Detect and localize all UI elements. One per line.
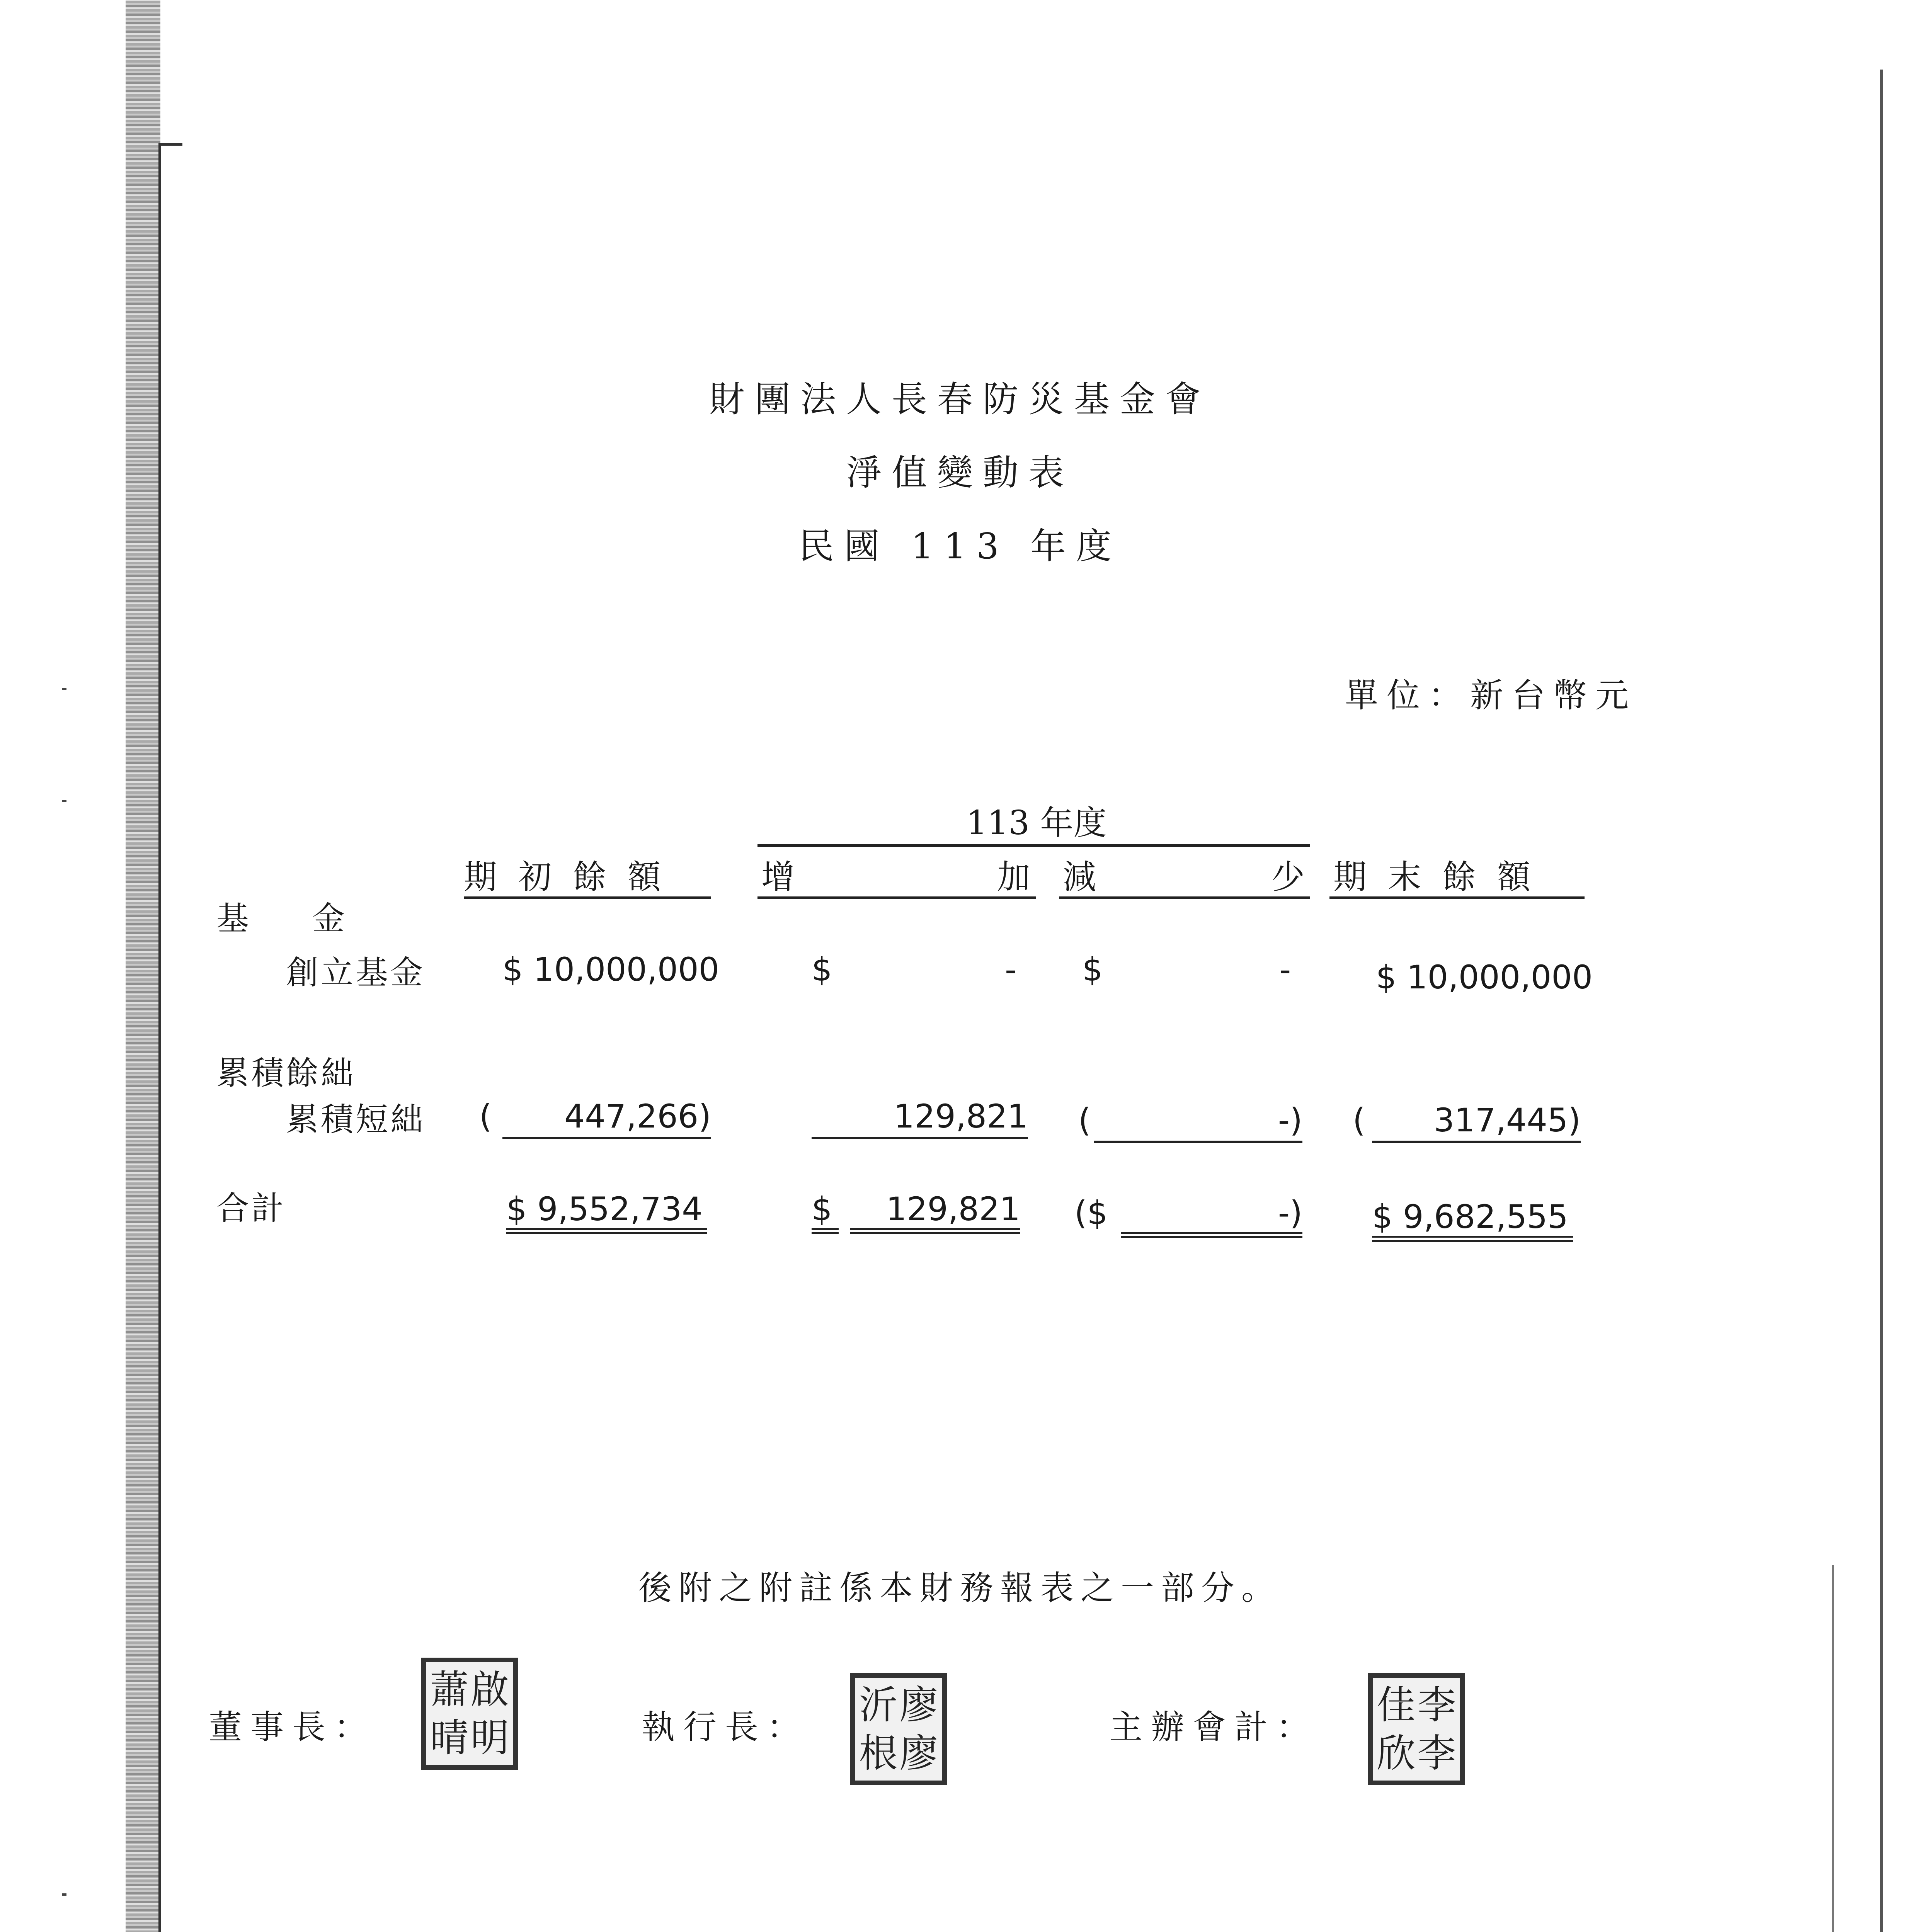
accum-closing-paren: ( [1353, 1101, 1365, 1139]
row-label-total: 合計 [216, 1189, 286, 1227]
accum-opening-paren: ( [479, 1097, 492, 1135]
column-decrease-left: 減 [1063, 858, 1101, 896]
column-rule [1059, 896, 1310, 899]
ceo-seal [850, 1673, 947, 1785]
row-label-accumulated-deficit: 累積短絀 [286, 1100, 426, 1138]
column-increase-left: 增 [761, 858, 800, 896]
accum-increase: 129,821 [812, 1097, 1028, 1139]
ceo-label: 執行長： [642, 1708, 809, 1747]
currency-unit: 單位：新台幣元 [1345, 676, 1637, 715]
seal-char: 李 [1417, 1682, 1456, 1728]
scan-speck [62, 1893, 66, 1896]
fund-increase-symbol: $ [812, 951, 832, 988]
fund-closing: $ 10,000,000 [1376, 958, 1593, 996]
chairman-label: 董事長： [209, 1708, 376, 1747]
accountant-seal [1368, 1673, 1465, 1785]
column-closing-balance: 期 末 餘 額 [1333, 858, 1536, 896]
accum-decrease: -) [1094, 1101, 1302, 1143]
fund-decrease-symbol: $ [1082, 951, 1103, 988]
seal-char: 欣 [1377, 1730, 1416, 1776]
seal-char: 晴 [430, 1715, 469, 1760]
section-accumulated: 累積餘絀 [216, 1054, 356, 1092]
column-opening-balance: 期 初 餘 額 [464, 858, 667, 896]
seal-char: 廖 [899, 1682, 938, 1728]
column-rule [464, 896, 711, 899]
accum-opening: 447,266) [502, 1097, 711, 1139]
seal-char: 李 [1417, 1730, 1456, 1776]
total-closing: $ 9,682,555 [1372, 1198, 1573, 1242]
column-rule [757, 896, 1036, 899]
fund-decrease-value: - [1279, 951, 1291, 988]
scan-speck [62, 688, 66, 690]
year-group-rule [757, 844, 1310, 847]
column-decrease-right: 少 [1271, 858, 1310, 896]
chairman-seal [421, 1658, 518, 1770]
row-label-founding-fund: 創立基金 [286, 954, 426, 992]
seal-char: 啟 [470, 1667, 509, 1712]
total-decrease: -) [1121, 1194, 1302, 1238]
fund-opening: $ 10,000,000 [502, 951, 720, 988]
organization-name: 財團法人長春防災基金會 [709, 379, 1211, 420]
seal-char: 蕭 [430, 1667, 469, 1712]
scan-edge-line [1880, 70, 1883, 1932]
seal-char: 佳 [1377, 1682, 1416, 1728]
accountant-label: 主辦會計： [1109, 1708, 1318, 1747]
year-group-header: 113 年度 [966, 804, 1107, 842]
accum-decrease-paren: ( [1078, 1101, 1091, 1139]
seal-char: 廖 [899, 1730, 938, 1776]
seal-char: 根 [859, 1730, 898, 1776]
statement-period: 民國 113 年度 [798, 526, 1122, 567]
section-fund: 基 金 [216, 900, 361, 937]
column-increase-right: 加 [997, 858, 1036, 896]
column-rule [1329, 896, 1585, 899]
seal-char: 沂 [859, 1682, 898, 1728]
scan-speck [62, 800, 66, 802]
total-opening: $ 9,552,734 [506, 1190, 707, 1234]
total-decrease-symbol: ($ [1074, 1194, 1108, 1232]
seal-char: 明 [470, 1715, 509, 1760]
total-increase: 129,821 [850, 1190, 1020, 1234]
scan-edge-shadow [126, 0, 160, 1932]
fund-increase-value: - [1005, 951, 1017, 988]
statement-title: 淨值變動表 [846, 452, 1074, 493]
total-increase-symbol: $ [812, 1190, 839, 1234]
accum-closing: 317,445) [1372, 1101, 1581, 1143]
footnote: 後附之附註係本財務報表之一部分。 [638, 1569, 1282, 1607]
scan-edge-line-inner [1832, 1565, 1834, 1932]
